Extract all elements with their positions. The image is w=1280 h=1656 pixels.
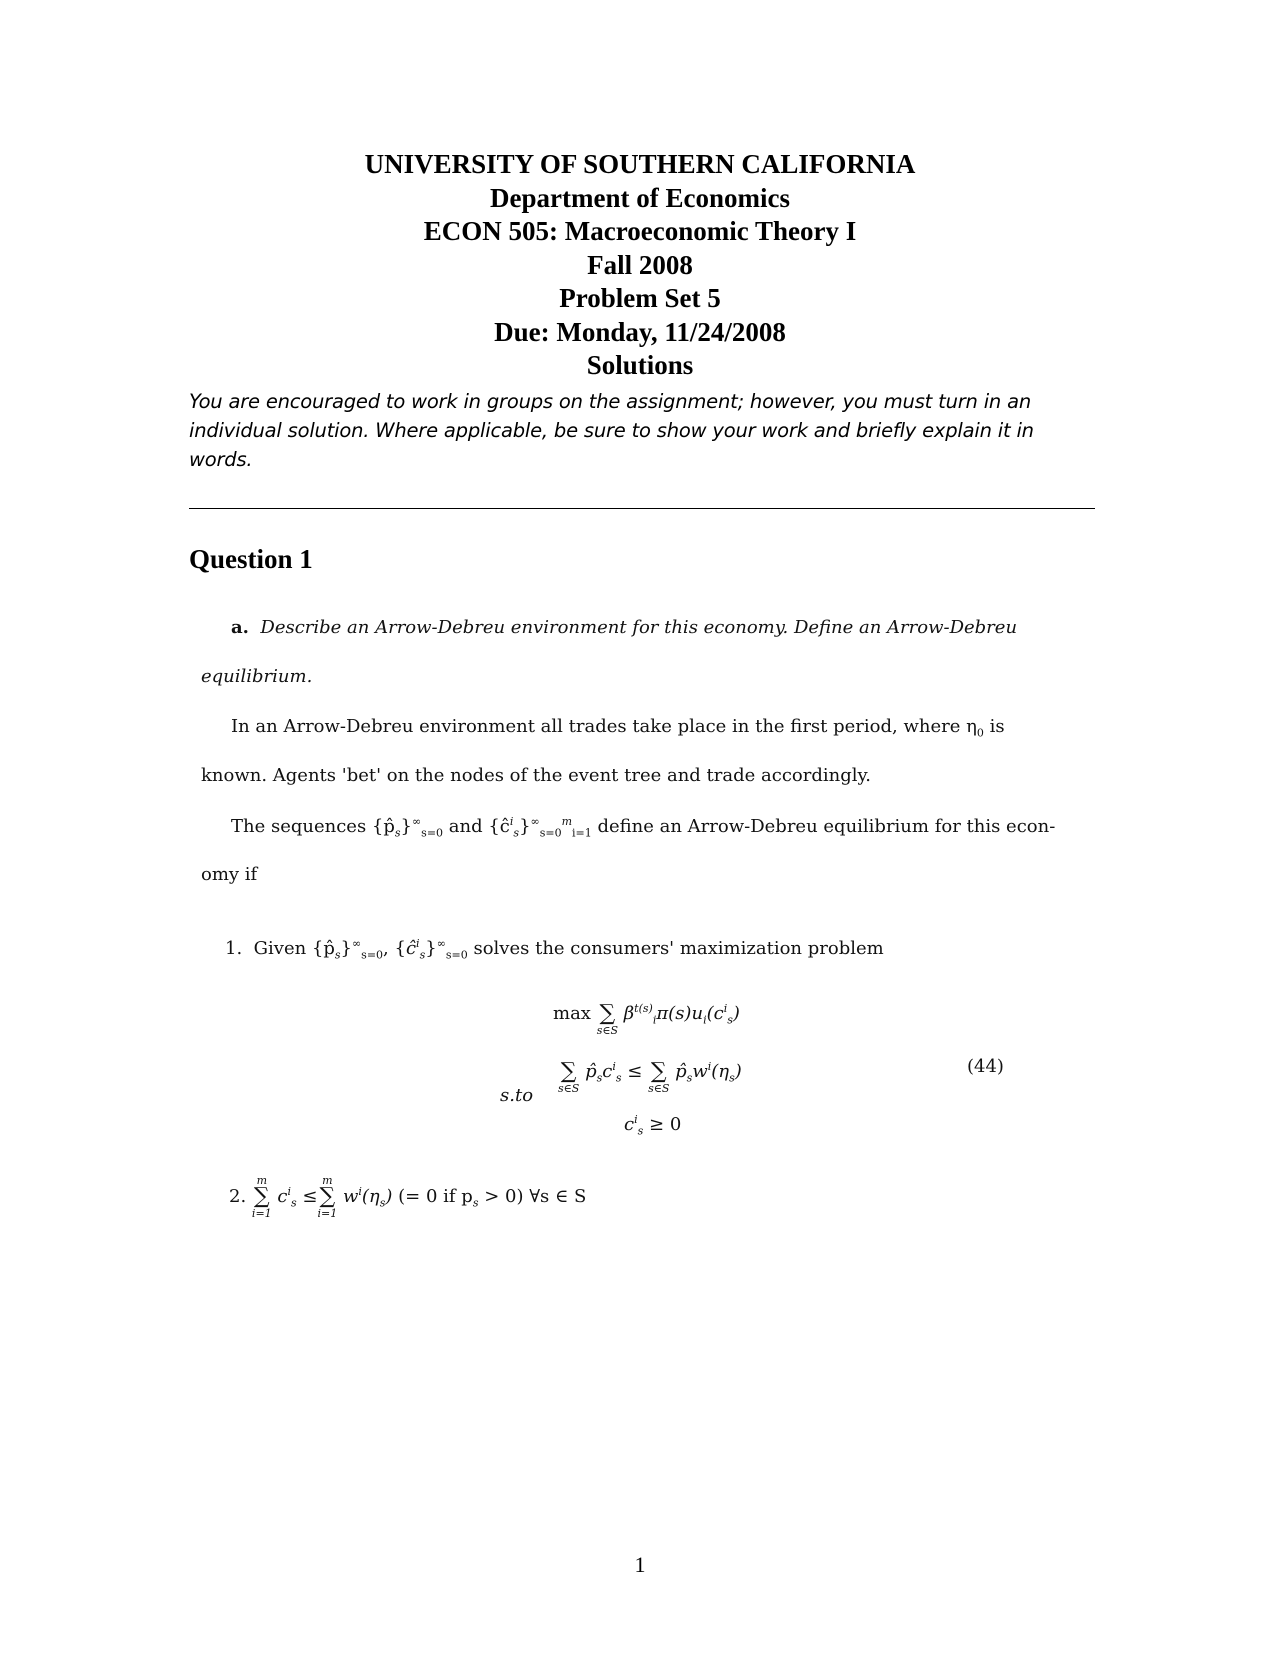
answer-paragraph-1 bbox=[231, 716, 1005, 740]
instructions-line: words. bbox=[189, 448, 253, 471]
max-operator: max bbox=[553, 1003, 591, 1024]
part-label: a. bbox=[231, 617, 249, 638]
page-number: 1 bbox=[634, 1552, 646, 1577]
beta-symbol: β bbox=[623, 1003, 635, 1024]
term: Fall 2008 bbox=[587, 249, 693, 280]
question-title: Question 1 bbox=[189, 544, 313, 574]
objective-function: max ∑ s∈S $\beta^{t(s)}_i\pi(s)u_i(c^i_s)$ bbox=[553, 1001, 740, 1037]
condition-text: (= 0 if p bbox=[398, 1186, 473, 1207]
course-title: ECON 505: Macroeconomic Theory I bbox=[423, 216, 857, 246]
document-header bbox=[0, 148, 1280, 383]
equation-number: (44) bbox=[967, 1056, 1004, 1077]
price-symbol: p̂ bbox=[675, 1061, 687, 1082]
department-name: Department of Economics bbox=[490, 182, 790, 213]
list-number: 1. bbox=[225, 938, 243, 959]
nonnegativity-constraint: $c^i_s \ge 0$ bbox=[624, 1113, 682, 1138]
paragraph-text: is bbox=[983, 716, 1005, 737]
answer-paragraph-2: The sequences $\{p̂_s\}^\infty_{s=0}$ and $\{ĉ^i_s\}^\infty_{s=0}^m_{i=1}$ define an Arrow-Debreu equilibrium for this econ- bbox=[231, 815, 1056, 840]
constraint-label: s.to bbox=[500, 1085, 534, 1106]
paragraph-text: In an Arrow-Debreu environment all trades take place in the first period, where η bbox=[231, 716, 977, 737]
due-date: Due: Monday, 11/24/2008 bbox=[494, 316, 786, 347]
instructions-paragraph bbox=[189, 387, 1089, 474]
subscript: 0 bbox=[976, 726, 984, 740]
paragraph-text: The sequences {p̂ bbox=[231, 816, 395, 837]
answer-paragraph-2-cont: omy if bbox=[201, 864, 258, 885]
answer-paragraph-1-cont: known. Agents 'bet' on the nodes of the event tree and trade accordingly. bbox=[201, 765, 872, 786]
condition-1: 1. Given $\{p̂_s\}^\infty_{s=0}$, $\{ĉ^i_s\}^\infty_{s=0}$ solves the consumers' maximization problem bbox=[225, 937, 884, 962]
part-a-prompt-cont: equilibrium. bbox=[201, 666, 313, 687]
price-symbol: p̂ bbox=[585, 1061, 597, 1082]
instructions-line: individual solution. Where applicable, be sure to show your work and briefly explain it in bbox=[189, 419, 1034, 442]
condition-text: Given {p̂ bbox=[253, 938, 335, 959]
paragraph-text: and {ĉ bbox=[448, 816, 510, 837]
part-a-prompt bbox=[231, 617, 1017, 638]
horizontal-divider bbox=[189, 508, 1095, 509]
condition-text: solves the consumers' maximization problem bbox=[473, 938, 884, 959]
university-name: UNIVERSITY OF SOUTHERN CALIFORNIA bbox=[364, 149, 916, 179]
condition-2: 2. m ∑ i=1 $c^i_s$ ≤ m ∑ i=1 $w^i(\eta_s)$ (= 0 if $p_s > 0$) ∀s ∈ S bbox=[229, 1174, 587, 1220]
instructions-line: You are encouraged to work in groups on the assignment; however, you must turn in an bbox=[189, 390, 1031, 413]
nonneg-text: ≥ 0 bbox=[649, 1114, 682, 1135]
list-number: 2. bbox=[229, 1186, 247, 1207]
part-prompt-text: Describe an Arrow-Debreu environment for this economy. Define an Arrow-Debreu bbox=[260, 617, 1018, 638]
condition-text: > 0) ∀s ∈ S bbox=[478, 1186, 587, 1207]
assignment-title: Problem Set 5 bbox=[559, 283, 721, 313]
paragraph-text: define an Arrow-Debreu equilibrium for this econ- bbox=[597, 816, 1056, 837]
document-subtitle: Solutions bbox=[586, 350, 694, 380]
budget-constraint: ∑ s∈S $p̂_sc^i_s$ ≤ ∑ s∈S $p̂_sw^i(\eta_s)$ bbox=[558, 1059, 742, 1095]
